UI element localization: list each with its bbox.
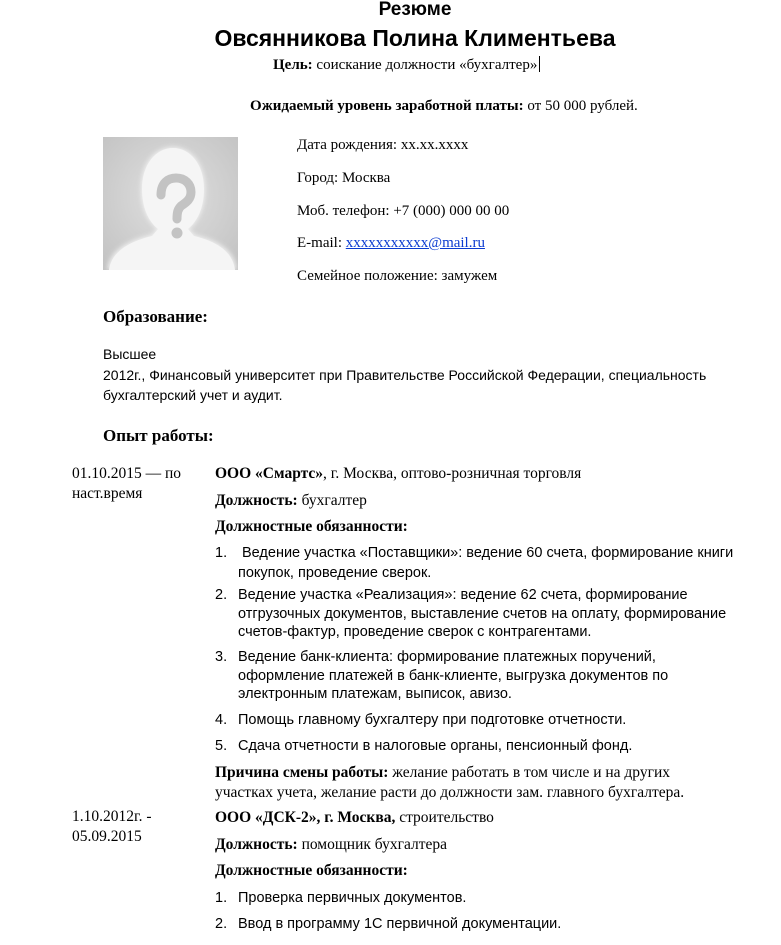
job-period: 01.10.2015 — по [72,465,182,482]
job-period: наст.время [72,485,143,502]
position-label: Должность: [215,492,298,509]
company-details: , г. Москва, оптово-розничная торговля [323,465,582,482]
list-item-text: Проверка первичных документов. [238,890,467,906]
job-company [215,464,581,484]
profile-photo-placeholder [103,137,238,270]
job-period: 05.09.2015 [72,828,142,845]
list-number: 2. [215,916,228,932]
leave-reason-label: Причина смены работы: [215,764,389,781]
list-item-text: Ведение участка «Реализация»: ведение 62 счета, формирование [238,587,688,603]
experience-heading: Опыт работы: [103,426,214,445]
leave-reason [215,763,670,783]
list-item-text: оформление платежей в банк-клиенте, выгрузка документов по [238,668,669,684]
birth-date-label: Дата рождения: [297,137,398,153]
list-item-text: Ведение банк-клиента: формирование платежных поручений, [238,649,656,665]
list-item-text: электронным платежам, выписок, авизо. [238,686,512,702]
goal-line [273,55,540,75]
list-item-text: Ввод в программу 1С первичной документации. [238,916,562,932]
email-row [297,233,485,253]
duties-heading: Должностные обязанности: [215,862,408,879]
position-value: помощник бухгалтера [301,836,447,853]
list-number: 4. [215,712,228,728]
leave-reason-text: участках учета, желание расти до должности зам. главного бухгалтера. [215,784,685,801]
city-row [297,168,390,188]
leave-reason-text: желание работать в том числе и на других [392,764,671,781]
phone-row [297,201,509,221]
phone-label: Моб. телефон: [297,203,390,219]
position-label: Должность: [215,836,298,853]
education-level: Высшее [103,346,157,362]
education-line: бухгалтерский учет и аудит. [103,387,283,403]
list-number: 5. [215,738,228,754]
goal-label: Цель: [273,57,313,73]
list-number: 1. [215,545,228,561]
salary-line [250,96,638,116]
job-company [215,808,494,828]
education-heading: Образование: [103,307,208,326]
position-value: бухгалтер [301,492,367,509]
email-link[interactable]: xxxxxxxxxxx@mail.ru [345,235,485,251]
salary-value: от 50 000 рублей. [527,98,638,114]
duties-heading: Должностные обязанности: [215,518,408,535]
list-item-text: Помощь главному бухгалтеру при подготовке отчетности. [238,712,627,728]
birth-date-row [297,135,468,155]
marital-status-value: замужем [441,268,498,284]
goal-value: соискание должности «бухгалтер» [316,57,538,73]
education-line: 2012г., Финансовый университет при Правительстве Российской Федерации, специальность [103,367,707,383]
list-item-text: Ведение участка «Поставщики»: ведение 60 счета, формирование книги [242,545,734,561]
list-number: 3. [215,649,228,665]
list-number: 2. [215,587,228,603]
candidate-name: Овсянникова Полина Климентьева [214,25,616,51]
list-item-text: счетов-фактур, проведение сверок с контрагентами. [238,624,592,640]
phone-value: +7 (000) 000 00 00 [393,203,510,219]
user-silhouette-question-icon [103,137,238,270]
company-details: строительство [399,809,494,826]
list-item-text: отгрузочных документов, выставление счетов на оплату, формирование [238,606,727,622]
city-label: Город: [297,170,339,186]
list-number: 1. [215,890,228,906]
salary-label: Ожидаемый уровень заработной платы: [250,98,524,114]
list-item-text: покупок, проведение сверок. [238,565,432,581]
list-item-text: Сдача отчетности в налоговые органы, пенсионный фонд. [238,738,633,754]
job-position [215,491,367,511]
email-label: E-mail: [297,235,342,251]
marital-status-label: Семейное положение: [297,268,438,284]
document-title: Резюме [378,0,452,20]
job-period: 1.10.2012г. - [72,808,152,825]
company-name: ООО «ДСК-2», г. Москва, [215,809,396,826]
company-name: ООО «Смартс» [215,465,324,482]
marital-status-row [297,266,497,286]
text-cursor [539,56,540,72]
birth-date-value: хх.хх.хххх [400,137,469,153]
city-value: Москва [341,170,391,186]
job-position [215,835,447,855]
